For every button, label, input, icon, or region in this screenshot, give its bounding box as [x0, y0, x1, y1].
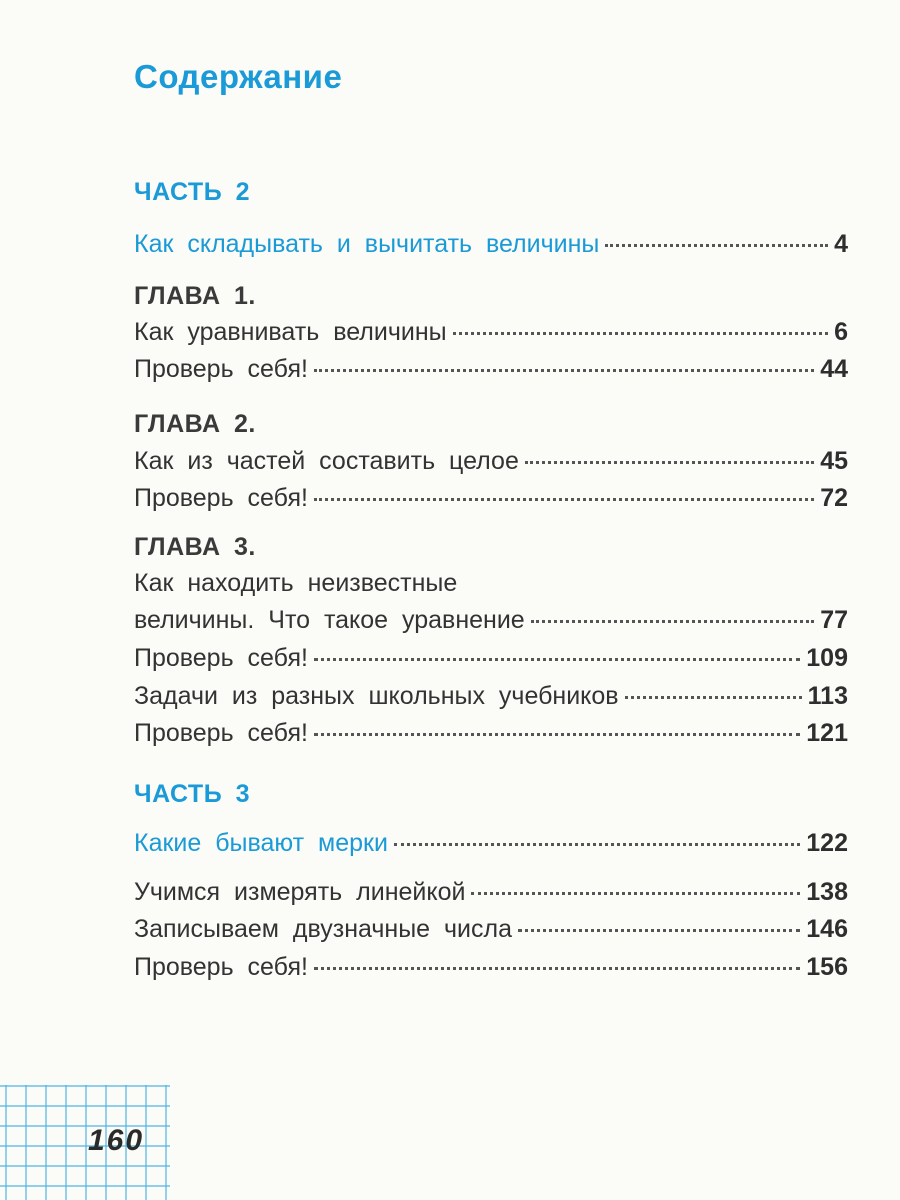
toc-entry[interactable]: [134, 681, 848, 711]
leader-dots: [314, 498, 814, 501]
part-2-heading: ЧАСТЬ 2: [134, 178, 251, 206]
leader-dots: [525, 461, 814, 464]
leader-dots: [518, 929, 800, 932]
toc-entry-page: 138: [806, 878, 848, 906]
toc-entry-title: Учимся измерять линейкой: [134, 878, 466, 906]
toc-entry-title: Проверь себя!: [134, 644, 308, 672]
leader-dots: [394, 843, 800, 846]
toc-entry-title: Как из частей составить целое: [134, 447, 519, 475]
toc-entry-page: 6: [834, 318, 848, 346]
toc-entry-title: Проверь себя!: [134, 355, 308, 383]
page-number: 160: [88, 1124, 145, 1157]
toc-entry-page: 4: [834, 230, 848, 258]
leader-dots: [314, 967, 800, 970]
leader-dots: [314, 369, 814, 372]
chapter-1-heading: ГЛАВА 1.: [134, 282, 256, 310]
toc-entry-title: Проверь себя!: [134, 484, 308, 512]
toc-entry-page: 77: [820, 606, 848, 634]
toc-entry[interactable]: [134, 877, 848, 907]
toc-entry-title: Проверь себя!: [134, 953, 308, 981]
toc-entry-title-line: Как находить неизвестные: [134, 569, 458, 597]
toc-entry-page: 72: [820, 484, 848, 512]
toc-entry[interactable]: [134, 828, 848, 858]
toc-entry-title: Как уравнивать величины: [134, 318, 447, 346]
toc-entry[interactable]: [134, 229, 848, 259]
toc-entry-title: величины. Что такое уравнение: [134, 606, 525, 634]
toc-entry-page: 156: [806, 953, 848, 981]
grid-corner-decoration: [0, 1085, 170, 1200]
toc-entry-page: 146: [806, 915, 848, 943]
leader-dots: [314, 658, 800, 661]
toc-entry[interactable]: [134, 354, 848, 384]
toc-entry[interactable]: [134, 643, 848, 673]
toc-entry-title: Проверь себя!: [134, 719, 308, 747]
leader-dots: [471, 892, 800, 895]
toc-entry-page: 113: [807, 682, 848, 710]
toc-entry[interactable]: [134, 914, 848, 944]
toc-entry[interactable]: [134, 718, 848, 748]
chapter-2-heading: ГЛАВА 2.: [134, 410, 256, 438]
toc-entry[interactable]: [134, 446, 848, 476]
toc-entry[interactable]: [134, 483, 848, 513]
toc-entry-page: 122: [806, 829, 848, 857]
leader-dots: [314, 733, 800, 736]
toc-entry[interactable]: [134, 605, 848, 635]
toc-entry-page: 109: [806, 644, 848, 672]
leader-dots: [605, 244, 828, 247]
toc-entry-title: Какие бывают мерки: [134, 829, 388, 857]
leader-dots: [453, 332, 828, 335]
toc-entry-title: Как складывать и вычитать величины: [134, 230, 600, 258]
toc-entry-title: Записываем двузначные числа: [134, 915, 512, 943]
chapter-3-heading: ГЛАВА 3.: [134, 533, 256, 561]
toc-entry[interactable]: [134, 317, 848, 347]
leader-dots: [531, 620, 814, 623]
leader-dots: [625, 696, 802, 699]
toc-entry-page: 121: [806, 719, 848, 747]
toc-entry-title: Задачи из разных школьных учебников: [134, 682, 619, 710]
toc-entry-page: 44: [820, 355, 848, 383]
toc-entry[interactable]: [134, 952, 848, 982]
part-3-heading: ЧАСТЬ 3: [134, 780, 251, 808]
toc-entry-page: 45: [820, 447, 848, 475]
page-title: Содержание: [134, 58, 343, 95]
